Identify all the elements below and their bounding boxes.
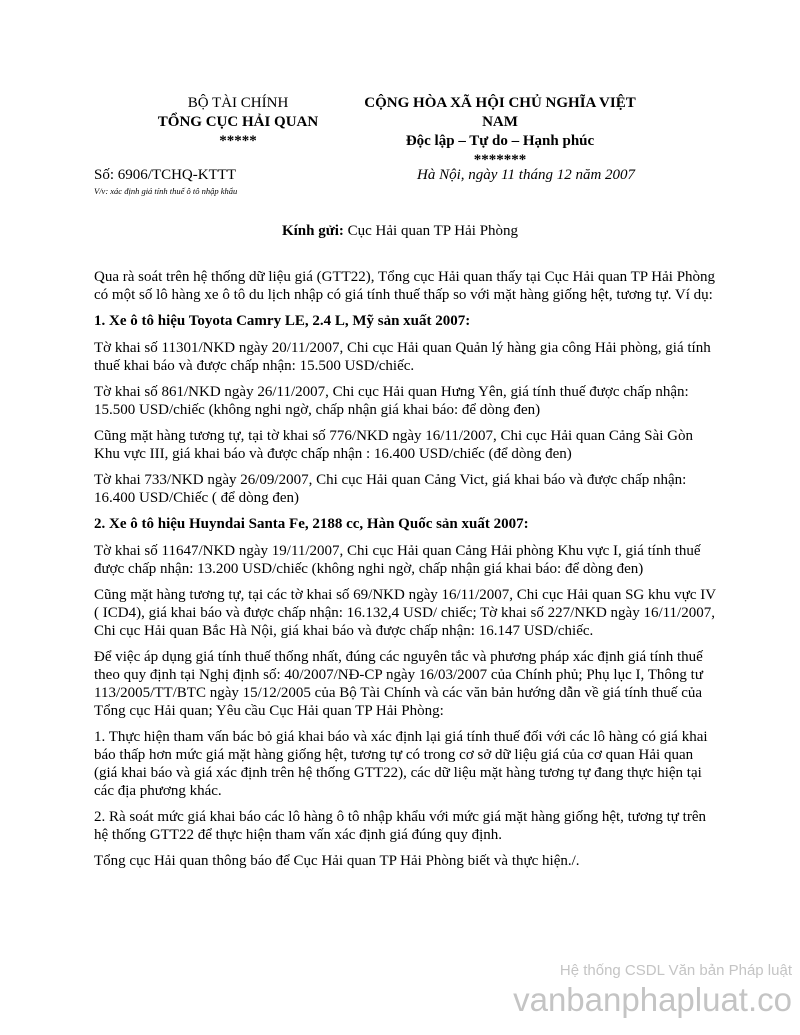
recipient-label: Kính gửi: xyxy=(281,223,344,239)
watermark-site: vanbanphapluat.co xyxy=(513,981,792,1018)
legal-basis-paragraph: Để việc áp dụng giá tính thuế thống nhất, đúng các nguyên tắc và phương pháp xác định giá tính thuế theo quy định tại Nghị định số: 40/2007/NĐ-CP ngày 16/03/2007 của Chính phủ; Phụ lục I, Thông tư 113/2005/TT/BTC ngày 15/12/2005 của Bộ Tài Chính và các văn bản hướng dẫn về giá tính thuế của Tổng cục Hải quan; Yêu cầu Cục Hải quan TP Hải Phòng: xyxy=(94,649,703,719)
section-2-paragraph: Tờ khai số 11647/NKD ngày 19/11/2007, Chi cục Hải quan Cảng Hải phòng Khu vực I, giá tính thuế được chấp nhận: 13.200 USD/chiếc (không nghi ngờ, chấp nhận giá khai báo: để dòng đen) xyxy=(94,543,701,577)
closing-paragraph: Tổng cục Hải quan thông báo để Cục Hải quan TP Hải Phòng biết và thực hiện./. xyxy=(94,853,580,869)
document-body xyxy=(94,268,719,878)
intro-paragraph: Qua rà soát trên hệ thống dữ liệu giá (GTT22), Tổng cục Hải quan thấy tại Cục Hải quan TP Hải Phòng có một số lô hàng xe ô tô du lịch nhập có giá tính thuế thấp so với mặt hàng giống hệt, tương tự. Ví dụ: xyxy=(94,269,716,303)
section-1-paragraph: Tờ khai 733/NKD ngày 26/09/2007, Chi cục Hải quan Cảng Vict, giá khai báo và được chấp nhận: 16.400 USD/Chiếc ( để dòng đen) xyxy=(94,472,687,506)
watermark-line1: Hệ thống CSDL Văn bản Pháp luật xyxy=(559,962,792,979)
section-2-paragraph: Cũng mặt hàng tương tự, tại các tờ khai số 69/NKD ngày 16/11/2007, Chi cục Hải quan SG khu vực IV ( ICD4), giá khai báo và được chấp nhận: 16.132,4 USD/ chiếc; Tờ khai số 227/NKD ngày 16/11/2007, Chi cục Hải quan Bắc Hà Nội, giá khai báo và được chấp nhận: 16.147 USD/chiếc. xyxy=(94,587,716,639)
recipient-name: Cục Hải quan TP Hải Phòng xyxy=(343,223,519,239)
watermark xyxy=(513,962,792,1020)
recipient-line xyxy=(0,223,800,240)
document-number: Số: 6906/TCHQ-KTTT xyxy=(94,167,237,183)
nation-name-line2: NAM xyxy=(482,114,518,130)
department-name: TỔNG CỤC HẢI QUAN xyxy=(157,114,319,130)
ministry-name: BỘ TÀI CHÍNH xyxy=(187,95,289,111)
nation-name-line1: CỘNG HÒA XÃ HỘI CHỦ NGHĨA VIỆT xyxy=(364,95,636,111)
section-1-heading: 1. Xe ô tô hiệu Toyota Camry LE, 2.4 L, Mỹ sản xuất 2007: xyxy=(94,313,471,329)
requirement-2: 2. Rà soát mức giá khai báo các lô hàng ô tô nhập khẩu với mức giá mặt hàng giống hệt, tương tự trên hệ thống GTT22 để thực hiện tham vấn xác định giá đúng quy định. xyxy=(94,809,706,843)
place-date: Hà Nội, ngày 11 tháng 12 năm 2007 xyxy=(417,167,636,183)
header-right-stars: ******* xyxy=(473,152,527,168)
section-1-paragraph: Cũng mặt hàng tương tự, tại tờ khai số 776/NKD ngày 16/11/2007, Chi cục Hải quan Cảng Sài Gòn Khu vực III, giá khai báo và được chấp nhận : 16.400 USD/chiếc (để dòng đen) xyxy=(94,428,694,462)
section-1-paragraph: Tờ khai số 11301/NKD ngày 20/11/2007, Chi cục Hải quan Quản lý hàng gia công Hải phòng, giá tính thuế khai báo và được chấp nhận: 15.500 USD/chiếc. xyxy=(94,340,711,374)
national-motto: Độc lập – Tự do – Hạnh phúc xyxy=(405,133,595,149)
section-1-paragraph: Tờ khai số 861/NKD ngày 26/11/2007, Chi cục Hải quan Hưng Yên, giá tính thuế được chấp nhận: 15.500 USD/chiếc (không nghi ngờ, chấp nhận giá khai báo: để dòng đen) xyxy=(94,384,689,418)
document-subject: V/v: xác định giá tính thuế ô tô nhập khẩu xyxy=(94,186,238,196)
national-header xyxy=(350,94,650,170)
issuer-header xyxy=(118,94,358,151)
requirement-1: 1. Thực hiện tham vấn bác bỏ giá khai báo và xác định lại giá tính thuế đối với các lô hàng có giá khai báo thấp hơn mức giá mặt hàng giống hệt, tương tự có trong cơ sở dữ liệu giá của cơ quan Hải quan (giá khai báo và giá xác định trên hệ thống GTT22), các dữ liệu mặt hàng tương tự đang thực hiện tại các địa phương khác. xyxy=(94,729,708,799)
section-2-heading: 2. Xe ô tô hiệu Huyndai Santa Fe, 2188 cc, Hàn Quốc sản xuất 2007: xyxy=(94,516,529,532)
header-left-stars: ***** xyxy=(219,133,257,149)
